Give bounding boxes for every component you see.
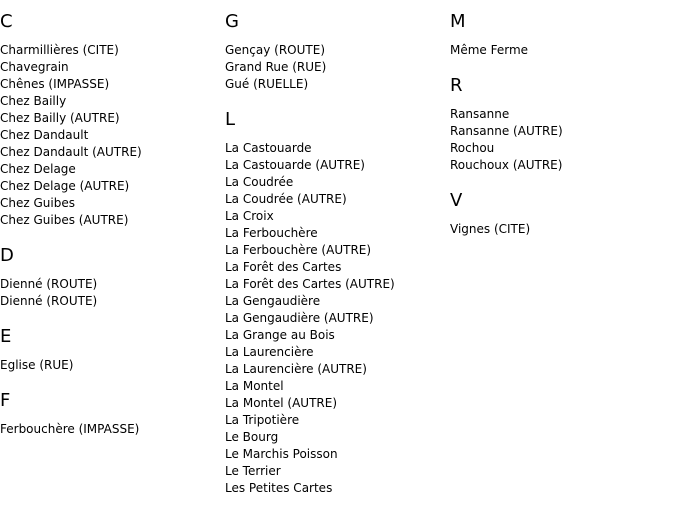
street-link[interactable]: Ferbouchère (IMPASSE) [0, 422, 140, 436]
street-list [0, 42, 220, 229]
street-link[interactable]: La Ferbouchère (AUTRE) [225, 243, 372, 257]
letter-group [0, 389, 220, 438]
street-link[interactable]: La Tripotière [225, 413, 300, 427]
street-link[interactable]: Même Ferme [450, 43, 529, 57]
letter-heading: G [225, 11, 239, 32]
street-link[interactable]: Rochou [450, 141, 495, 155]
letter-heading: F [0, 390, 11, 411]
street-list [225, 140, 445, 497]
letter-group [450, 10, 670, 59]
street-link[interactable]: Le Marchis Poisson [225, 447, 338, 461]
street-list [0, 357, 220, 374]
street-link[interactable]: La Laurencière [225, 345, 314, 359]
letter-heading: R [450, 75, 463, 96]
street-link[interactable]: La Laurencière (AUTRE) [225, 362, 367, 376]
street-link[interactable]: Chez Bailly [0, 94, 67, 108]
street-list [0, 421, 220, 438]
letter-group [0, 325, 220, 374]
street-link[interactable]: Le Terrier [225, 464, 281, 478]
street-link[interactable]: La Castouarde [225, 141, 312, 155]
street-link[interactable]: Chez Delage (AUTRE) [0, 179, 130, 193]
letter-heading: V [450, 190, 463, 211]
street-link[interactable]: Les Petites Cartes [225, 481, 333, 495]
letter-group [225, 108, 445, 497]
street-link[interactable]: Chez Delage [0, 162, 76, 176]
index-column [0, 10, 220, 453]
street-link[interactable]: Eglise (RUE) [0, 358, 74, 372]
street-link[interactable]: La Coudrée [225, 175, 294, 189]
street-link[interactable]: Dienné (ROUTE) [0, 294, 98, 308]
street-link[interactable]: La Forêt des Cartes [225, 260, 342, 274]
letter-group [450, 74, 670, 174]
street-link[interactable]: Chênes (IMPASSE) [0, 77, 110, 91]
street-list [225, 42, 445, 93]
street-link[interactable]: La Coudrée (AUTRE) [225, 192, 347, 206]
letter-heading: C [0, 11, 13, 32]
letter-group [0, 244, 220, 310]
street-link[interactable]: La Ferbouchère [225, 226, 318, 240]
street-link[interactable]: La Montel [225, 379, 284, 393]
index-column [450, 10, 670, 253]
street-link[interactable]: Charmillières (CITE) [0, 43, 119, 57]
street-list [450, 106, 670, 174]
street-link[interactable]: La Grange au Bois [225, 328, 335, 342]
street-list [0, 276, 220, 310]
street-link[interactable]: Chez Dandault [0, 128, 89, 142]
street-link[interactable]: Ransanne [450, 107, 510, 121]
letter-heading: E [0, 326, 12, 347]
street-link[interactable]: Gué (RUELLE) [225, 77, 309, 91]
street-link[interactable]: La Croix [225, 209, 274, 223]
street-link[interactable]: Chez Bailly (AUTRE) [0, 111, 120, 125]
street-link[interactable]: Rouchoux (AUTRE) [450, 158, 563, 172]
street-link[interactable]: Chez Guibes (AUTRE) [0, 213, 129, 227]
street-link[interactable]: La Forêt des Cartes (AUTRE) [225, 277, 395, 291]
street-link[interactable]: Le Bourg [225, 430, 279, 444]
letter-heading: L [225, 109, 236, 130]
letter-group [450, 189, 670, 238]
street-list [450, 221, 670, 238]
street-link[interactable]: La Gengaudière (AUTRE) [225, 311, 374, 325]
street-link[interactable]: Chavegrain [0, 60, 69, 74]
street-link[interactable]: La Gengaudière [225, 294, 321, 308]
letter-group [0, 10, 220, 229]
street-link[interactable]: La Castouarde (AUTRE) [225, 158, 365, 172]
street-link[interactable]: Dienné (ROUTE) [0, 277, 98, 291]
street-link[interactable]: Chez Guibes [0, 196, 75, 210]
street-link[interactable]: Ransanne (AUTRE) [450, 124, 563, 138]
index-column [225, 10, 445, 512]
street-link[interactable]: La Montel (AUTRE) [225, 396, 337, 410]
street-link[interactable]: Chez Dandault (AUTRE) [0, 145, 142, 159]
letter-heading: D [0, 245, 14, 266]
street-link[interactable]: Gençay (ROUTE) [225, 43, 325, 57]
letter-heading: M [450, 11, 466, 32]
street-list [450, 42, 670, 59]
street-link[interactable]: Vignes (CITE) [450, 222, 531, 236]
street-link[interactable]: Grand Rue (RUE) [225, 60, 327, 74]
letter-group [225, 10, 445, 93]
